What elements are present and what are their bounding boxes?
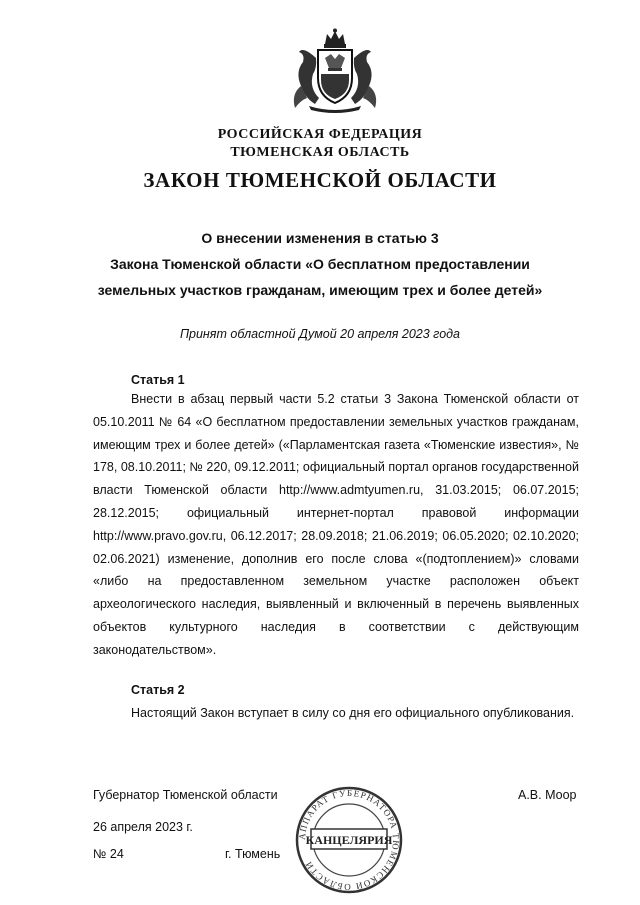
- subject-line-2: Закона Тюменской области «О бесплатном предоставлении: [110, 256, 530, 272]
- office-stamp: [295, 784, 403, 896]
- stamp-center-text: КАНЦЕЛЯРИЯ: [305, 833, 393, 847]
- document-type-title: ЗАКОН ТЮМЕНСКОЙ ОБЛАСТИ: [143, 168, 497, 192]
- signatory-title: Губернатор Тюменской области: [93, 788, 278, 802]
- signing-date: 26 апреля 2023 г.: [93, 820, 193, 834]
- law-subject: [60, 225, 580, 303]
- subject-line-1: О внесении изменения в статью 3: [201, 230, 439, 246]
- signing-city: г. Тюмень: [225, 847, 281, 861]
- stamp-ring-text: АППАРАТ ГУБЕРНАТОРА ТЮМЕНСКОЙ ОБЛАСТИ: [296, 787, 402, 893]
- subject-line-3: земельных участков гражданам, имеющим трех и более детей»: [97, 282, 543, 298]
- article-1-heading: Статья 1: [131, 373, 185, 387]
- country-heading: РОССИЙСКАЯ ФЕДЕРАЦИЯ: [217, 127, 423, 142]
- article-2-heading: Статья 2: [131, 683, 185, 697]
- signatory-name: А.В. Моор: [518, 788, 577, 802]
- article-1-text: Внести в абзац первый части 5.2 статьи 3 Закона Тюменской области от 05.10.2011 № 64 «О бесплатном предоставлении земельных участков гражданам, имеющим трех и более детей» («Парламентская газета «Тюменские известия», № 178, 08.10.2011; № 220, 09.12.2011; официальный портал органов государственной власти Тюменской области http://www.admtyumen.ru, 31.03.2015; 06.07.2015; 28.12.2015; официальный интернет-портал правовой информации http://www.pravo.gov.ru, 06.12.2017; 28.09.2018; 21.06.2019; 06.05.2020; 02.10.2020; 02.06.2021) изменение, дополнив его после слова «(подтоплением)» словами «либо на предоставленном земельном участке расположен объект археологического наследия, выявленный и включенный в перечень выявленных объектов культурного наследия в соответствии с действующим законодательством».: [93, 392, 579, 657]
- law-number: № 24: [93, 847, 124, 861]
- coat-of-arms-icon: [285, 28, 385, 113]
- adoption-note: Принят областной Думой 20 апреля 2023 года: [179, 327, 461, 341]
- region-heading: ТЮМЕНСКАЯ ОБЛАСТЬ: [230, 145, 410, 160]
- article-2-text: Настоящий Закон вступает в силу со дня его официального опубликования.: [131, 706, 575, 720]
